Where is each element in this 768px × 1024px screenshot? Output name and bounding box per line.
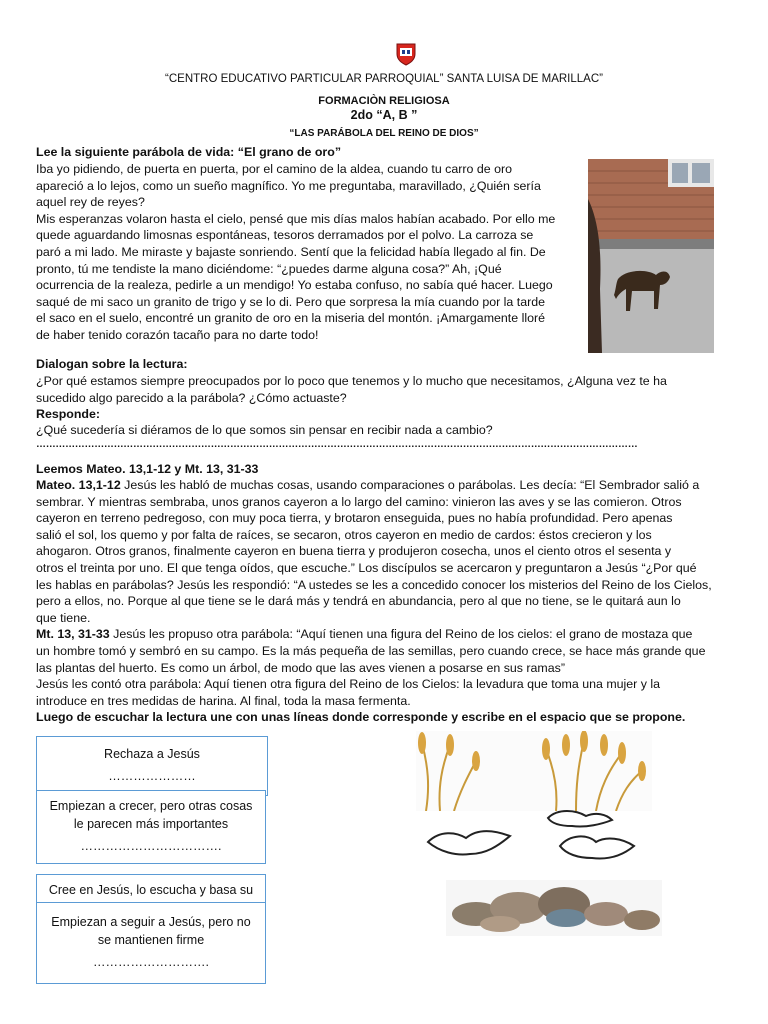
match-box-grows[interactable] — [36, 790, 266, 864]
question-line: ¿Por qué estamos siempre preocupados por lo poco que tenemos y lo mucho que necesitamos, ¿Alguna vez te ha — [36, 374, 667, 388]
answer-dots: …………………………………………………………………………………………………………………………………………………………………… — [36, 439, 638, 450]
respond-label: Responde: — [36, 407, 101, 421]
passage-ref: Mateo. 13,1-12 — [36, 478, 121, 492]
passage-line: sembrar. Y mientras sembraba, unos granos cayeron a lo largo del camino: vinieron las aves y se las comieron. Otros — [36, 494, 682, 509]
question-line: sucedido algo parecido a la parábola? ¿Cómo actuaste? — [36, 390, 347, 405]
dialog-question-2: ¿Qué sucedería si diéramos de lo que somos sin pensar en recibir nada a cambio? — [36, 423, 493, 437]
box-text: le parecen más importantes — [73, 817, 229, 831]
reading-line: Mis esperanzas volaron hasta el cielo, pensé que mis días malos habían acabado. Por ello me — [36, 211, 556, 226]
box-text: Cree en Jesús, lo escucha y basa su — [48, 883, 254, 897]
passage-line: introduce en tres medidas de harina. Al final, toda la masa fermenta. — [36, 693, 411, 708]
mateo-title: Leemos Mateo. 13,1-12 y Mt. 13, 31-33 — [36, 462, 259, 476]
passage-line: salió el sol, los quemo y por falta de raíces, se secaron, otros cayeron en medio de cardos: éstos crecieron y los — [36, 527, 652, 542]
reading-paragraph — [36, 161, 586, 344]
passage-line: cayeron en terreno pedregoso, con muy poca tierra, y brotaron enseguida, pues no había profundidad. Pero apenas — [36, 511, 673, 526]
school-logo — [395, 42, 417, 66]
street-dog-photo — [588, 159, 714, 353]
box-text: Rechaza a Jesús — [104, 747, 200, 761]
reading-line: de haber tenido corazón tacaño para no darte todo! — [36, 327, 319, 342]
reading-line: el saco en el suelo, encontré un granito de oro en la miseria del montón. ¡Amargamente lloré — [36, 311, 545, 326]
grade-label: 2do “A, B ” — [350, 108, 418, 122]
passage-line: Jesús les propuso otra parábola: “Aquí tienen una figura del Reino de los cielos: el grano de mostaza que — [109, 627, 693, 642]
reading-line: aquel rey de reyes? — [36, 195, 145, 210]
passage-line: Jesús les habló de muchas cosas, usando comparaciones o parábolas. Les decía: “El Sembrador salió a — [120, 478, 700, 492]
box-text: Empiezan a crecer, pero otras cosas — [49, 799, 253, 813]
box-text: Empiezan a seguir a Jesús, pero no — [51, 915, 251, 929]
answer-blank[interactable]: ………………………. — [93, 955, 209, 969]
passage-line: que tiene. — [36, 610, 91, 625]
school-name: “CENTRO EDUCATIVO PARTICULAR PARROQUIAL” SANTA LUISA DE MARILLAC” — [165, 73, 603, 85]
passage-ref: Mt. 13, 31-33 — [36, 627, 110, 642]
mateo-passage-1 — [36, 477, 736, 726]
reading-line: ocurrencia de la realeza, pedirle a un mendigo! Yo estaba confuso, no sabía qué hacer. Luego — [36, 278, 553, 293]
reading-line: Iba yo pidiendo, de puerta en puerta, por el camino de la aldea, cuando tu carro de oro — [36, 162, 512, 176]
birds-image — [426, 806, 658, 870]
passage-line: Jesús les contó otra parábola: Aquí tienen otra figura del Reino de los Cielos: la levadura que toma una mujer y la — [36, 677, 661, 692]
reading-line: quede aguardando limosnas espontáneas, tesoros derramados por el polvo. La carroza se — [36, 228, 534, 243]
reading-line: pronto, tú me tendiste la mano diciéndome: “¿puedes darme alguna cosa?” Ah, ¡Qué — [36, 261, 502, 276]
match-box-follows[interactable] — [36, 902, 266, 984]
reading-title: Lee la siguiente parábola de vida: “El grano de oro” — [36, 145, 342, 159]
stones-image — [446, 880, 662, 936]
instruction: Luego de escuchar la lectura une con unas líneas donde corresponde y escribe en el espacio que se propone. — [36, 710, 686, 725]
answer-blank[interactable]: ………………… — [108, 769, 196, 783]
passage-line: les hablas en parábolas? Jesús les respondió: “A ustedes se les a concedido conocer los misterios del Reino de los Cielos, — [36, 577, 712, 592]
wheat-image — [416, 731, 652, 811]
reading-line: apareció a lo lejos, como un sueño magnífico. Yo me preguntaba, maravillado, ¿Quién sería — [36, 178, 541, 193]
passage-line: ahogaron. Otros granos, finalmente cayeron en buena tierra y produjeron cosecha, unos el ciento otros el sesenta y — [36, 544, 672, 559]
unit-title: “LAS PARÁBOLA DEL REINO DE DIOS” — [289, 128, 479, 139]
dialog-question-1 — [36, 373, 736, 406]
passage-line: las plantas del huerto. Es como un árbol, de modo que las aves vienen a posarse en sus ramas” — [36, 660, 565, 675]
passage-line: otros el treinta por uno. El que tenga oídos, que escuche.” Los discípulos se acercaron y preguntaron a Jesús “¿Por qué — [36, 560, 697, 575]
box-text: se mantienen firme — [97, 933, 205, 947]
reading-line: saqué de mi saco un granito de trigo y se lo di. Pero que sorpresa la mía cuando por la tarde — [36, 294, 546, 309]
passage-line: un hombre tomó y sembró en su campo. Es la más pequeña de las semillas, pero cuando crece, se hace más grande que — [36, 643, 706, 658]
answer-blank[interactable]: ……………………………. — [80, 839, 222, 853]
reading-line: paró a mi lado. Me miraste y bajaste sonriendo. Sentí que la felicidad había llegado al fin. De — [36, 244, 546, 259]
subject-title: FORMACIÒN RELIGIOSA — [318, 95, 450, 107]
passage-line: pero a ellos, no. Porque al que tiene se le dará más y tendrá en abundancia, pero al que no tiene, se le quitará aun lo — [36, 594, 681, 609]
dialog-title: Dialogan sobre la lectura: — [36, 357, 188, 371]
match-box-rejects[interactable] — [36, 736, 268, 796]
